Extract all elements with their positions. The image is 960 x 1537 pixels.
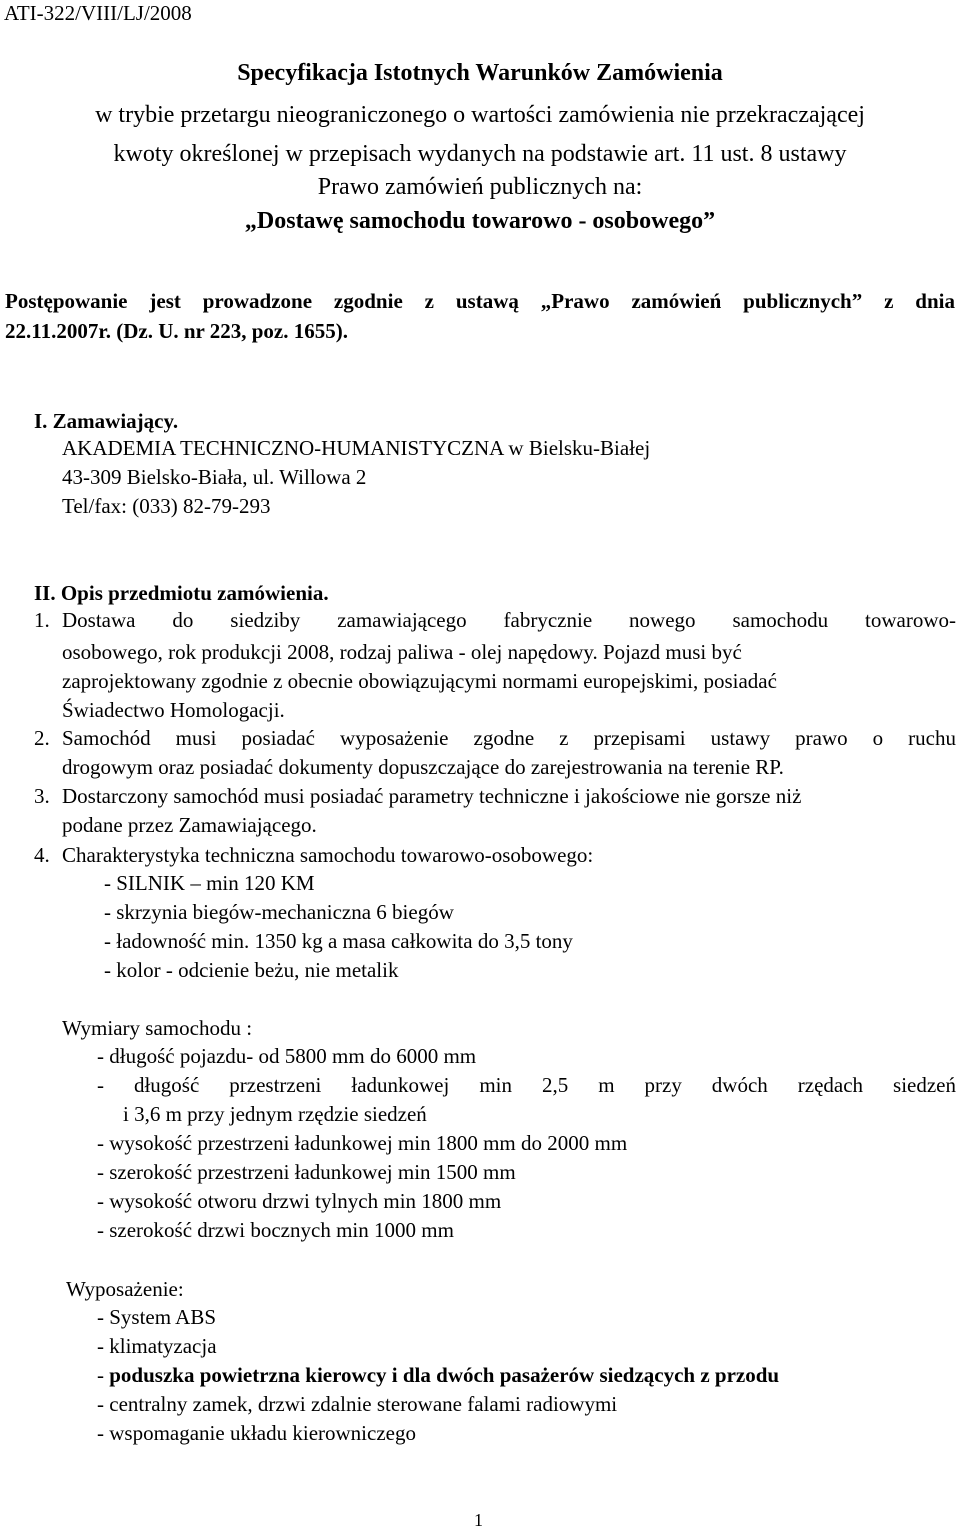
item-3-number: 3. bbox=[34, 784, 50, 808]
dimension-item: - długość pojazdu- od 5800 mm do 6000 mm bbox=[97, 1044, 477, 1068]
title-line-1: w trybie przetargu nieograniczonego o wartości zamówienia nie przekraczającej bbox=[95, 102, 865, 128]
spec-engine: - SILNIK – min 120 KM bbox=[104, 871, 315, 895]
page-number: 1 bbox=[474, 1510, 483, 1530]
item-3-line-1: Dostarczony samochód musi posiadać parametry techniczne i jakościowe nie gorsze niż bbox=[62, 784, 802, 808]
procedure-line-2: 22.11.2007r. (Dz. U. nr 223, poz. 1655). bbox=[5, 319, 348, 343]
document-id: ATI-322/VIII/LJ/2008 bbox=[4, 1, 192, 25]
title-line-2: kwoty określonej w przepisach wydanych na podstawie art. 11 ust. 8 ustawy bbox=[113, 141, 847, 167]
equipment-item: - System ABS bbox=[97, 1305, 217, 1329]
equipment-airbags: poduszka powietrzna kierowcy i dla dwóch pasażerów siedzących z przodu bbox=[109, 1363, 780, 1387]
dimension-item: - szerokość drzwi bocznych min 1000 mm bbox=[97, 1218, 454, 1242]
section-2-heading: II. Opis przedmiotu zamówienia. bbox=[34, 581, 329, 605]
spec-color: - kolor - odcienie beżu, nie metalik bbox=[104, 958, 399, 982]
dimensions-heading: Wymiary samochodu : bbox=[62, 1016, 253, 1040]
spec-gearbox: - skrzynia biegów-mechaniczna 6 biegów bbox=[104, 900, 454, 924]
item-2-number: 2. bbox=[34, 726, 50, 750]
item-1-line-2: osobowego, rok produkcji 2008, rodzaj paliwa - olej napędowy. Pojazd musi być bbox=[62, 640, 742, 664]
equipment-dash: - bbox=[97, 1363, 110, 1387]
item-3-line-2: podane przez Zamawiającego. bbox=[62, 813, 317, 837]
dimension-item-continuation: i 3,6 m przy jednym rzędzie siedzeń bbox=[123, 1102, 427, 1126]
item-4-number: 4. bbox=[34, 843, 50, 867]
equipment-item: - wspomaganie układu kierowniczego bbox=[97, 1421, 416, 1445]
item-4-line-1: Charakterystyka techniczna samochodu towarowo-osobowego: bbox=[62, 843, 594, 867]
equipment-item: - klimatyzacja bbox=[97, 1334, 217, 1358]
spec-payload: - ładowność min. 1350 kg a masa całkowita do 3,5 tony bbox=[104, 929, 573, 953]
equipment-item bbox=[97, 1362, 779, 1388]
contracting-authority-name: AKADEMIA TECHNICZNO-HUMANISTYCZNA w Bielsku-Białej bbox=[62, 436, 651, 460]
order-subject: „Dostawę samochodu towarowo - osobowego” bbox=[244, 208, 716, 234]
item-2-line-2: drogowym oraz posiadać dokumenty dopuszczające do zarejestrowania na terenie RP. bbox=[62, 755, 784, 779]
contracting-authority-address: 43-309 Bielsko-Biała, ul. Willowa 2 bbox=[62, 465, 367, 489]
equipment-heading: Wyposażenie: bbox=[66, 1277, 184, 1301]
contracting-authority-phone: Tel/fax: (033) 82-79-293 bbox=[62, 494, 271, 518]
procedure-line-1: Postępowanie jest prowadzone zgodnie z ustawą „Prawo zamówień publicznych” z dnia bbox=[5, 289, 955, 313]
dimension-item: - szerokość przestrzeni ładunkowej min 1500 mm bbox=[97, 1160, 516, 1184]
item-2-line-1: Samochód musi posiadać wyposażenie zgodne z przepisami ustawy prawo o ruchu bbox=[62, 726, 956, 750]
dimension-item: - długość przestrzeni ładunkowej min 2,5 m przy dwóch rzędach siedzeń bbox=[97, 1073, 956, 1097]
dimension-item: - wysokość przestrzeni ładunkowej min 1800 mm do 2000 mm bbox=[97, 1131, 628, 1155]
equipment-item: - centralny zamek, drzwi zdalnie sterowane falami radiowymi bbox=[97, 1392, 618, 1416]
section-1-heading: I. Zamawiający. bbox=[34, 409, 179, 433]
item-1-number: 1. bbox=[34, 608, 50, 632]
item-1-line-3: zaprojektowany zgodnie z obecnie obowiązującymi normami europejskimi, posiadać bbox=[62, 669, 777, 693]
document-title: Specyfikacja Istotnych Warunków Zamówienia bbox=[237, 60, 723, 86]
item-1-line-1: Dostawa do siedziby zamawiającego fabrycznie nowego samochodu towarowo- bbox=[62, 608, 956, 632]
dimension-item: - wysokość otworu drzwi tylnych min 1800 mm bbox=[97, 1189, 502, 1213]
item-1-line-4: Świadectwo Homologacji. bbox=[62, 698, 285, 722]
title-line-3: Prawo zamówień publicznych na: bbox=[317, 174, 643, 200]
